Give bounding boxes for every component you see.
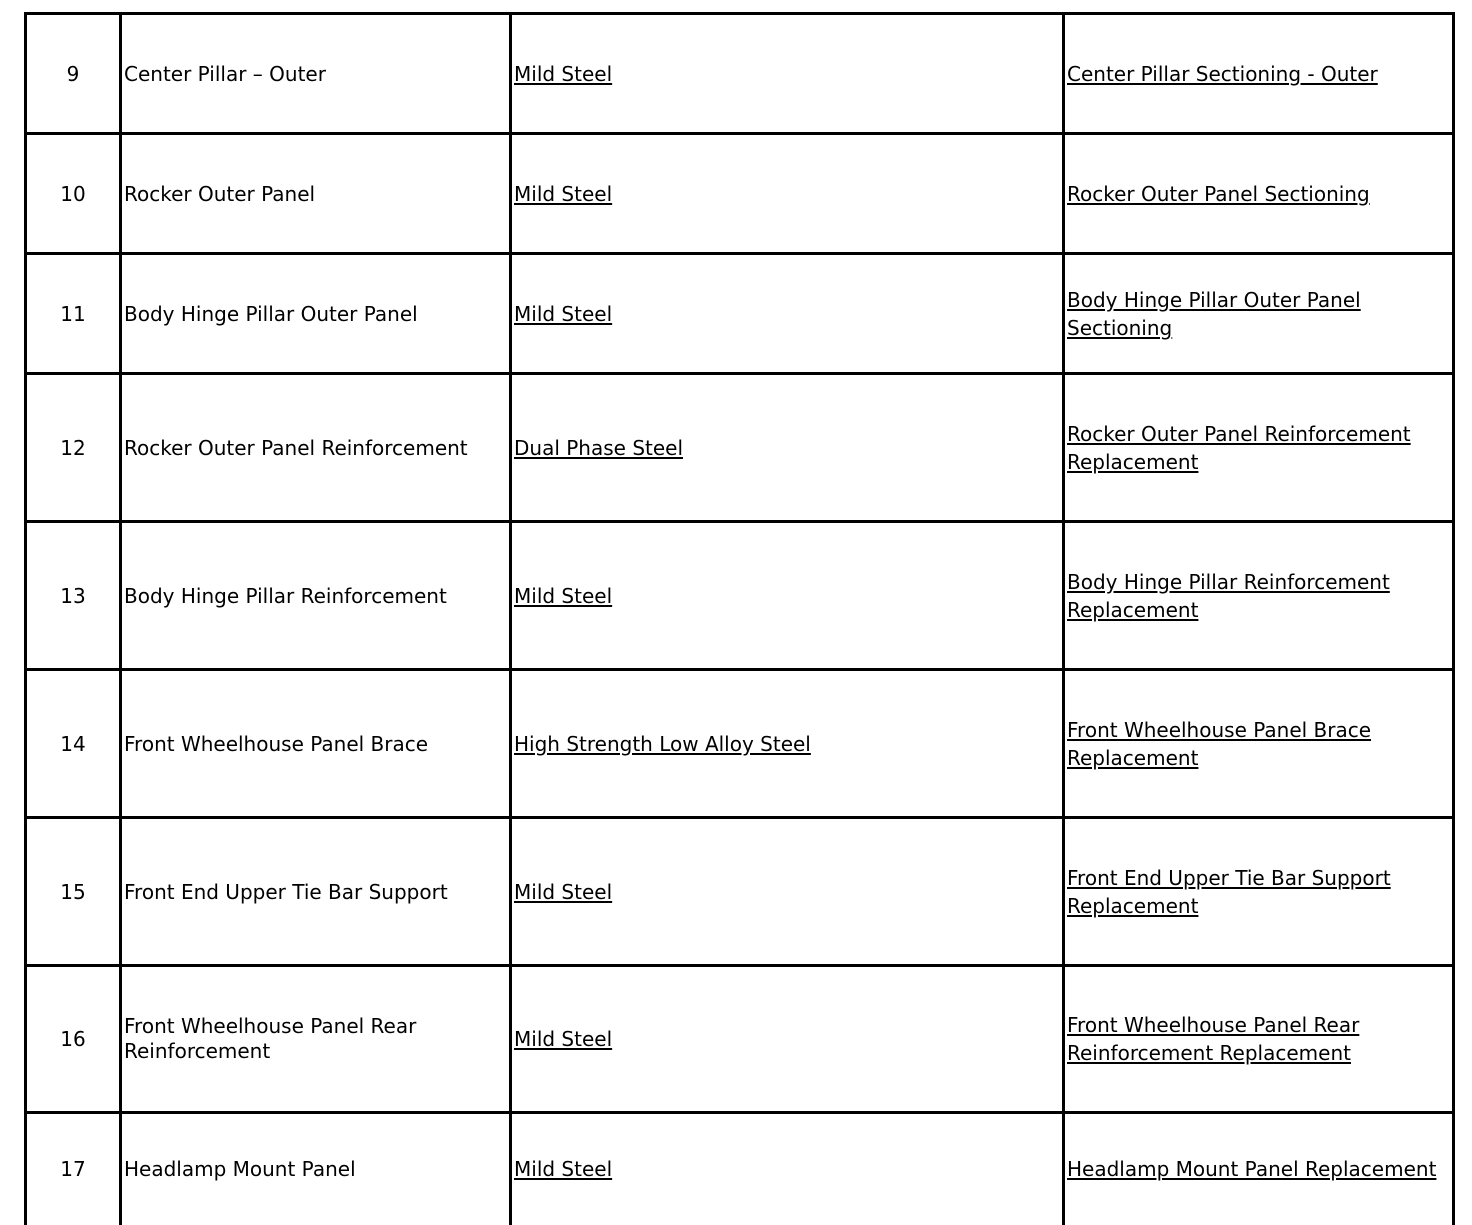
- material-cell: [511, 522, 1064, 670]
- row-number: 14: [26, 670, 121, 818]
- procedure-cell: [1064, 966, 1454, 1113]
- material-cell: [511, 134, 1064, 254]
- row-number: 10: [26, 134, 121, 254]
- procedure-link[interactable]: Rocker Outer Panel Reinforcement Replacement: [1067, 421, 1411, 474]
- procedure-cell: [1064, 254, 1454, 374]
- table-row: [26, 254, 1454, 374]
- row-number: 9: [26, 14, 121, 134]
- procedure-link[interactable]: Headlamp Mount Panel Replacement: [1067, 1157, 1437, 1182]
- row-number: 12: [26, 374, 121, 522]
- material-cell: [511, 1113, 1064, 1225]
- part-name: Headlamp Mount Panel: [121, 1113, 511, 1225]
- material-cell: [511, 254, 1064, 374]
- table-row: [26, 522, 1454, 670]
- part-name: Center Pillar – Outer: [121, 14, 511, 134]
- material-link[interactable]: Mild Steel: [514, 181, 613, 206]
- procedure-cell: [1064, 818, 1454, 966]
- row-number: 11: [26, 254, 121, 374]
- procedure-link[interactable]: Body Hinge Pillar Outer Panel Sectioning: [1067, 287, 1361, 340]
- part-name-cell: [121, 966, 511, 1113]
- material-link[interactable]: Dual Phase Steel: [514, 435, 684, 460]
- row-number: 13: [26, 522, 121, 670]
- material-cell: [511, 670, 1064, 818]
- procedure-link[interactable]: Front Wheelhouse Panel Rear Reinforcement Replacement: [1067, 1013, 1360, 1065]
- part-name: Front Wheelhouse Panel Rear Reinforcement: [124, 1014, 417, 1063]
- procedure-link[interactable]: Rocker Outer Panel Sectioning: [1067, 181, 1370, 206]
- procedure-cell: [1064, 14, 1454, 134]
- table-row: [26, 818, 1454, 966]
- table-row: [26, 14, 1454, 134]
- procedure-cell: [1064, 134, 1454, 254]
- row-number: 17: [26, 1113, 121, 1225]
- procedure-link[interactable]: Front End Upper Tie Bar Support Replacement: [1067, 865, 1391, 918]
- part-name: Body Hinge Pillar Outer Panel: [121, 254, 511, 374]
- part-name: Body Hinge Pillar Reinforcement: [121, 522, 511, 670]
- procedure-cell: [1064, 670, 1454, 818]
- part-name: Rocker Outer Panel: [121, 134, 511, 254]
- table-row: [26, 134, 1454, 254]
- row-number: 15: [26, 818, 121, 966]
- table-row: [26, 966, 1454, 1113]
- part-name: Rocker Outer Panel Reinforcement: [121, 374, 511, 522]
- part-name: Front Wheelhouse Panel Brace: [121, 670, 511, 818]
- material-link[interactable]: Mild Steel: [514, 61, 613, 86]
- procedure-link[interactable]: Center Pillar Sectioning - Outer: [1067, 61, 1378, 86]
- table-row: [26, 374, 1454, 522]
- material-link[interactable]: High Strength Low Alloy Steel: [514, 731, 811, 756]
- table-row: [26, 1113, 1454, 1225]
- procedure-link[interactable]: Body Hinge Pillar Reinforcement Replacement: [1067, 569, 1390, 622]
- material-link[interactable]: Mild Steel: [514, 1027, 613, 1051]
- material-cell: [511, 14, 1064, 134]
- procedure-cell: [1064, 1113, 1454, 1225]
- material-link[interactable]: Mild Steel: [514, 583, 613, 608]
- procedure-cell: [1064, 374, 1454, 522]
- part-name: Front End Upper Tie Bar Support: [121, 818, 511, 966]
- table-row: [26, 670, 1454, 818]
- procedure-link[interactable]: Front Wheelhouse Panel Brace Replacement: [1067, 717, 1372, 770]
- material-cell: [511, 966, 1064, 1113]
- row-number: 16: [26, 966, 121, 1113]
- material-link[interactable]: Mild Steel: [514, 879, 613, 904]
- material-cell: [511, 818, 1064, 966]
- procedure-cell: [1064, 522, 1454, 670]
- material-link[interactable]: Mild Steel: [514, 1157, 613, 1182]
- material-cell: [511, 374, 1064, 522]
- material-link[interactable]: Mild Steel: [514, 301, 613, 326]
- parts-table: [24, 12, 1455, 1225]
